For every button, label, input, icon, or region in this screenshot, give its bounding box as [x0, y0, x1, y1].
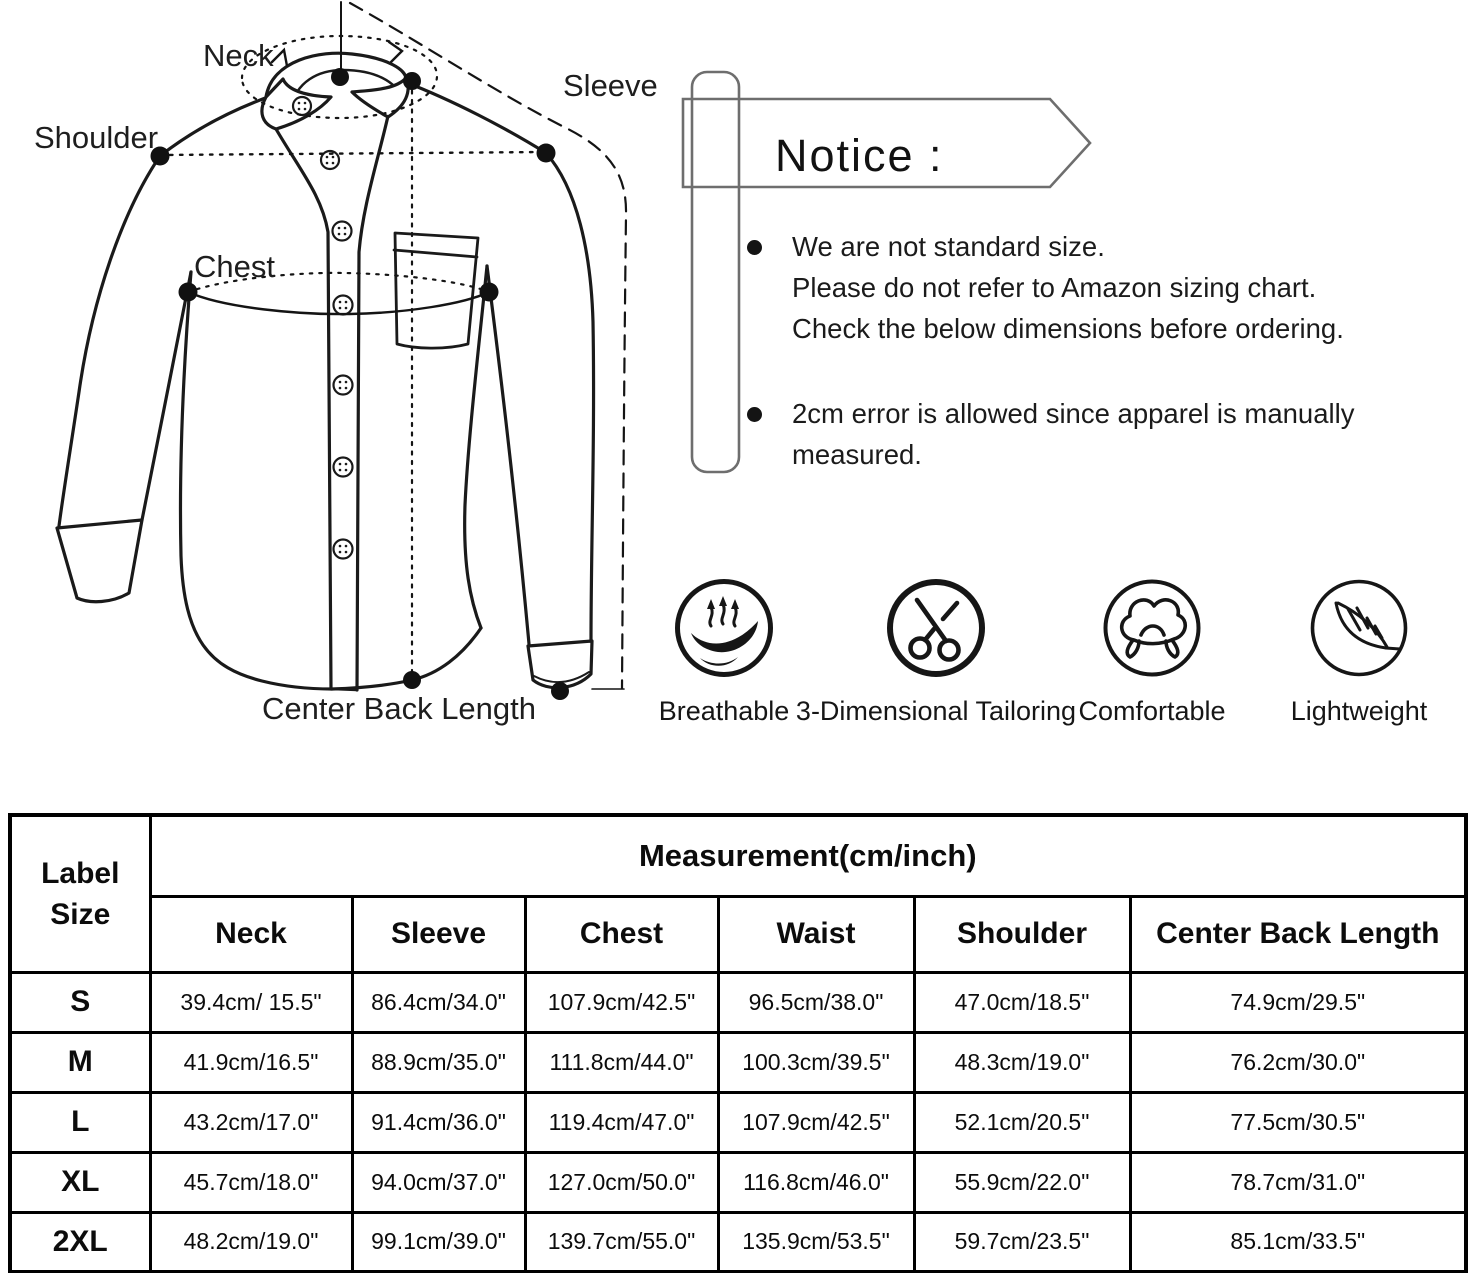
value-cell: 99.1cm/39.0" [352, 1212, 525, 1272]
value-cell: 96.5cm/38.0" [718, 972, 914, 1032]
value-cell: 85.1cm/33.5" [1130, 1212, 1466, 1272]
notice-bullets [747, 226, 1457, 475]
sleeve-label: Sleeve [563, 68, 658, 103]
value-cell: 48.2cm/19.0" [150, 1212, 352, 1272]
column-header-neck: Neck [150, 896, 352, 972]
shirt-left-cuff [57, 520, 142, 602]
bullet-line: Please do not refer to Amazon sizing chart. [792, 272, 1317, 303]
table-row-l [10, 1092, 1466, 1152]
comfortable-icon [1100, 576, 1204, 680]
notice-bullet [747, 393, 1457, 475]
neck-arrowhead-right [389, 42, 402, 62]
value-cell: 59.7cm/23.5" [914, 1212, 1130, 1272]
table-row-xl [10, 1152, 1466, 1212]
notice-pole [692, 72, 739, 472]
value-cell: 139.7cm/55.0" [525, 1212, 718, 1272]
value-cell: 100.3cm/39.5" [718, 1032, 914, 1092]
button-holes [298, 102, 348, 554]
bullet-dot-icon [747, 407, 762, 422]
value-cell: 111.8cm/44.0" [525, 1032, 718, 1092]
table-row-s [10, 972, 1466, 1032]
feature-label: 3-Dimensional Tailoring [795, 696, 1077, 726]
value-cell: 47.0cm/18.5" [914, 972, 1130, 1032]
bullet-dot-icon [747, 240, 762, 255]
value-cell: 116.8cm/46.0" [718, 1152, 914, 1212]
value-cell: 94.0cm/37.0" [352, 1152, 525, 1212]
column-header-sleeve: Sleeve [352, 896, 525, 972]
size-cell: S [10, 972, 150, 1032]
table-row-2xl [10, 1212, 1466, 1272]
column-header-chest: Chest [525, 896, 718, 972]
value-cell: 88.9cm/35.0" [352, 1032, 525, 1092]
size-cell: 2XL [10, 1212, 150, 1272]
feature-lightweight [1209, 576, 1472, 727]
bullet-line: Check the below dimensions before ordering. [792, 313, 1344, 344]
measurement-header: Measurement(cm/inch) [150, 815, 1466, 896]
notice-title: Notice : [775, 130, 944, 181]
value-cell: 86.4cm/34.0" [352, 972, 525, 1032]
column-header-waist: Waist [718, 896, 914, 972]
value-cell: 45.7cm/18.0" [150, 1152, 352, 1212]
size-cell: L [10, 1092, 150, 1152]
feature-label: Breathable [658, 696, 790, 726]
column-header-shoulder: Shoulder [914, 896, 1130, 972]
neck-arrowhead-left [272, 50, 287, 66]
shirt-left-shoulder-seam [160, 97, 268, 156]
shirt-collar-right-flap [352, 78, 408, 117]
value-cell: 48.3cm/19.0" [914, 1032, 1130, 1092]
value-cell: 135.9cm/53.5" [718, 1212, 914, 1272]
bullet-line: We are not standard size. [792, 231, 1105, 262]
size-cell: XL [10, 1152, 150, 1212]
chest-label: Chest [194, 249, 275, 284]
corner-line1: Label [41, 856, 120, 890]
column-header-center-back-length: Center Back Length [1130, 896, 1466, 972]
value-cell: 41.9cm/16.5" [150, 1032, 352, 1092]
bullet-line: 2cm error is allowed since apparel is manually [792, 398, 1355, 429]
lightweight-icon [1307, 576, 1411, 680]
notice-bullet [747, 226, 1457, 349]
shoulder-label: Shoulder [34, 120, 159, 155]
shoulder-measure-line [160, 152, 546, 155]
shirt-buttons [293, 97, 353, 559]
value-cell: 39.4cm/ 15.5" [150, 972, 352, 1032]
value-cell: 91.4cm/36.0" [352, 1092, 525, 1152]
value-cell: 43.2cm/17.0" [150, 1092, 352, 1152]
feature-label: Lightweight [1290, 696, 1428, 726]
value-cell: 55.9cm/22.0" [914, 1152, 1130, 1212]
value-cell: 119.4cm/47.0" [525, 1092, 718, 1152]
size-cell: M [10, 1032, 150, 1092]
neck-label: Neck [203, 38, 274, 73]
value-cell: 74.9cm/29.5" [1130, 972, 1466, 1032]
breathable-icon [672, 576, 776, 680]
bullet-line: measured. [792, 439, 922, 470]
value-cell: 107.9cm/42.5" [525, 972, 718, 1032]
center-back-length-label: Center Back Length [262, 691, 537, 726]
tailoring-icon [884, 576, 988, 680]
feature-label: Comfortable [1078, 696, 1226, 726]
value-cell: 76.2cm/30.0" [1130, 1032, 1466, 1092]
value-cell: 78.7cm/31.0" [1130, 1152, 1466, 1212]
corner-line2: Size [50, 897, 111, 931]
size-table [8, 813, 1468, 1273]
shirt-right-shoulder-seam [405, 82, 546, 153]
value-cell: 77.5cm/30.5" [1130, 1092, 1466, 1152]
table-row-m [10, 1032, 1466, 1092]
value-cell: 107.9cm/42.5" [718, 1092, 914, 1152]
value-cell: 52.1cm/20.5" [914, 1092, 1130, 1152]
value-cell: 127.0cm/50.0" [525, 1152, 718, 1212]
table-corner-header [10, 815, 150, 972]
